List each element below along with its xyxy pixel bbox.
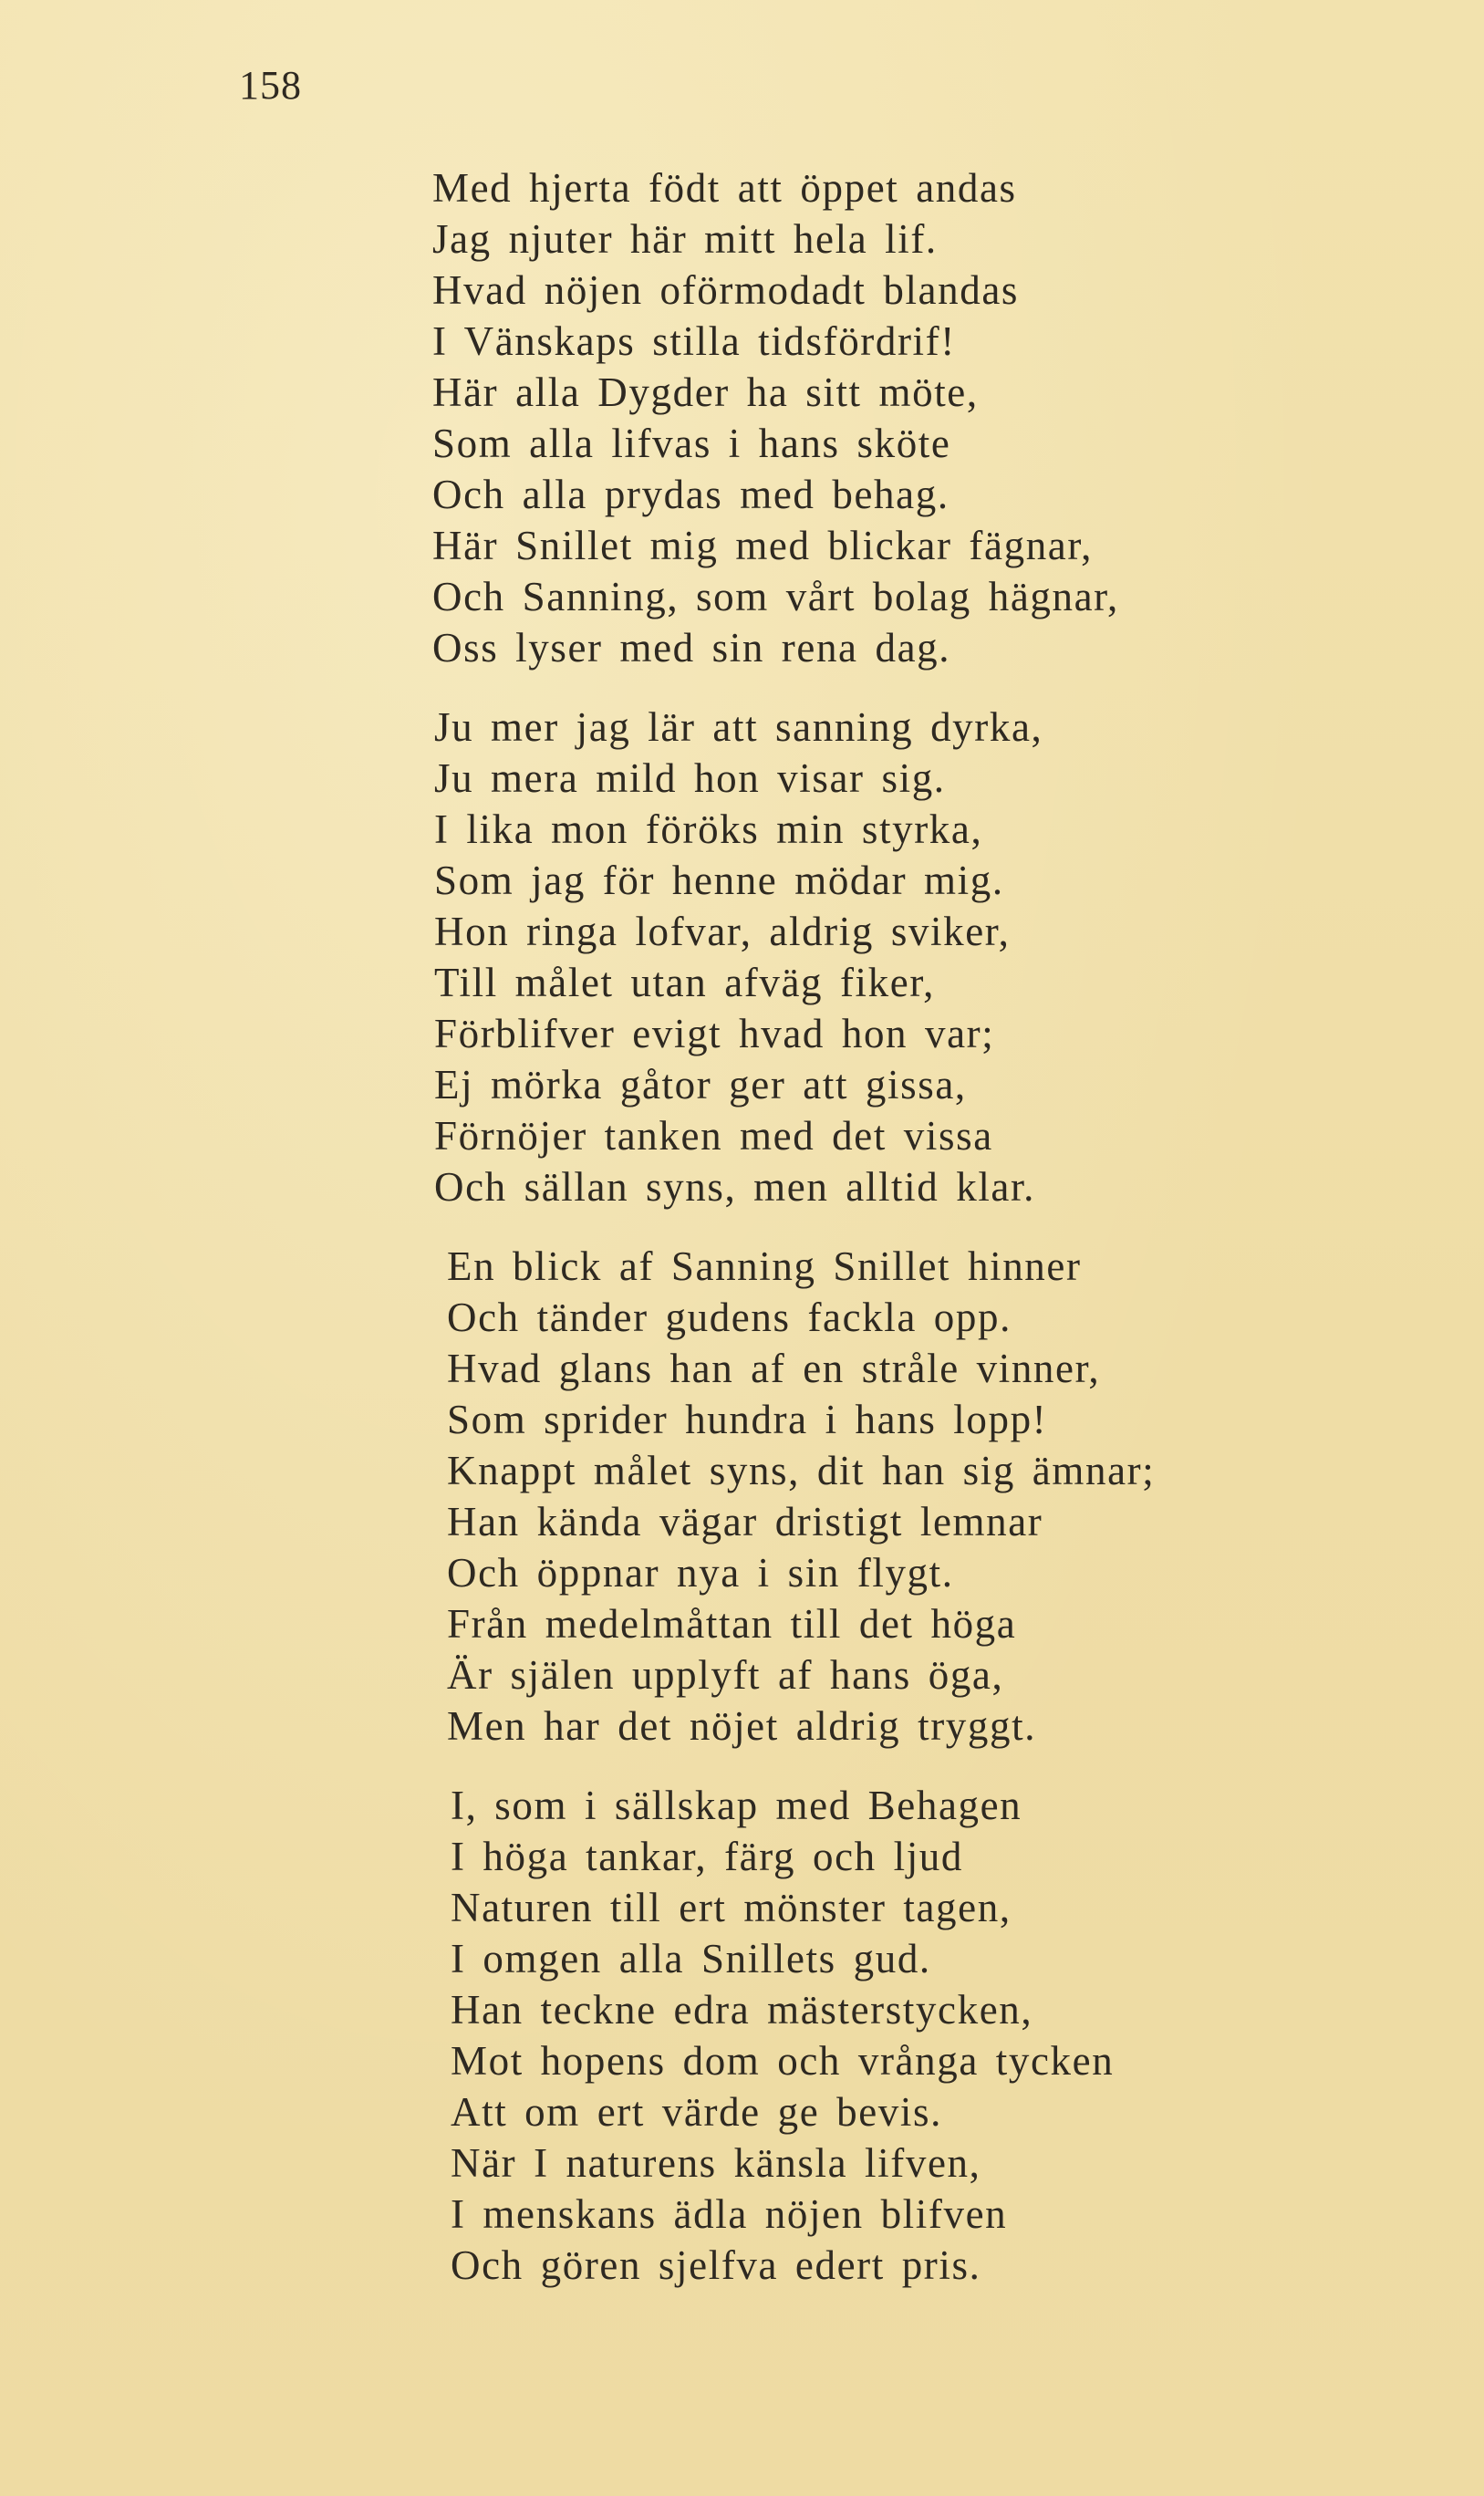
poem-line: Hvad glans han af en stråle vinner, <box>447 1346 1101 1391</box>
poem-line: Och alla prydas med behag. <box>432 472 950 517</box>
poem-line: Och sällan syns, men alltid klar. <box>434 1164 1035 1210</box>
poem-line: I menskans ädla nöjen blifven <box>451 2191 1008 2237</box>
poem-line: Men har det nöjet aldrig tryggt. <box>447 1703 1037 1749</box>
poem-line: Ju mer jag lär att sanning dyrka, <box>434 704 1043 750</box>
stanza-2 <box>434 702 1445 1212</box>
poem-line: Som jag för henne mödar mig. <box>434 858 1004 903</box>
poem-line: Och gören sjelfva edert pris. <box>451 2242 981 2288</box>
poem-line: Hvad nöjen oförmodadt blandas <box>432 267 1020 313</box>
stanza-4 <box>451 1780 1445 2291</box>
stanza-1 <box>432 162 1445 673</box>
poem-line: Förblifver evigt hvad hon var; <box>434 1011 995 1056</box>
poem-line: I, som i sällskap med Behagen <box>451 1783 1022 1828</box>
poem-line: Förnöjer tanken med det vissa <box>434 1113 993 1159</box>
poem-line: Här alla Dygder ha sitt möte, <box>432 369 979 415</box>
poem-line: Han kända vägar dristigt lemnar <box>447 1499 1043 1544</box>
poem-line: Att om ert värde ge bevis. <box>451 2089 942 2135</box>
poem-line: Oss lyser med sin rena dag. <box>432 625 951 671</box>
poem-line: Hon ringa lofvar, aldrig sviker, <box>434 909 1011 954</box>
poem-line: Som sprider hundra i hans lopp! <box>447 1397 1048 1442</box>
poem-line: Och Sanning, som vårt bolag hägnar, <box>432 574 1119 619</box>
poem-line: Här Snillet mig med blickar fägnar, <box>432 523 1093 568</box>
poem-line: Mot hopens dom och vrånga tycken <box>451 2038 1115 2084</box>
poem-line: Till målet utan afväg fiker, <box>434 960 935 1005</box>
poem-line: Knappt målet syns, dit han sig ämnar; <box>447 1448 1156 1493</box>
poem-line: I omgen alla Snillets gud. <box>451 1936 931 1981</box>
poem-line: Han teckne edra mästerstycken, <box>451 1987 1033 2033</box>
poem-line: Och tänder gudens fackla opp. <box>447 1295 1012 1340</box>
poem-line: Som alla lifvas i hans sköte <box>432 421 951 466</box>
poem-line: En blick af Sanning Snillet hinner <box>447 1243 1082 1289</box>
stanza-3 <box>447 1241 1445 1752</box>
poem-line: När I naturens känsla lifven, <box>451 2140 981 2186</box>
poem-line: Är själen upplyft af hans öga, <box>447 1652 1004 1698</box>
page-number: 158 <box>239 63 302 108</box>
poem-line: Och öppnar nya i sin flygt. <box>447 1550 954 1596</box>
poem <box>432 162 1445 2291</box>
poem-line: I lika mon föröks min styrka, <box>434 806 983 852</box>
poem-line: Från medelmåttan till det höga <box>447 1601 1017 1647</box>
poem-line: Naturen till ert mönster tagen, <box>451 1885 1012 1930</box>
poem-line: Ju mera mild hon visar sig. <box>434 755 946 801</box>
poem-line: I Vänskaps stilla tidsfördrif! <box>432 318 956 364</box>
poem-line: I höga tankar, färg och ljud <box>451 1834 963 1879</box>
poem-line: Ej mörka gåtor ger att gissa, <box>434 1062 967 1108</box>
poem-line: Jag njuter här mitt hela lif. <box>432 216 938 262</box>
poem-line: Med hjerta födt att öppet andas <box>432 165 1017 211</box>
